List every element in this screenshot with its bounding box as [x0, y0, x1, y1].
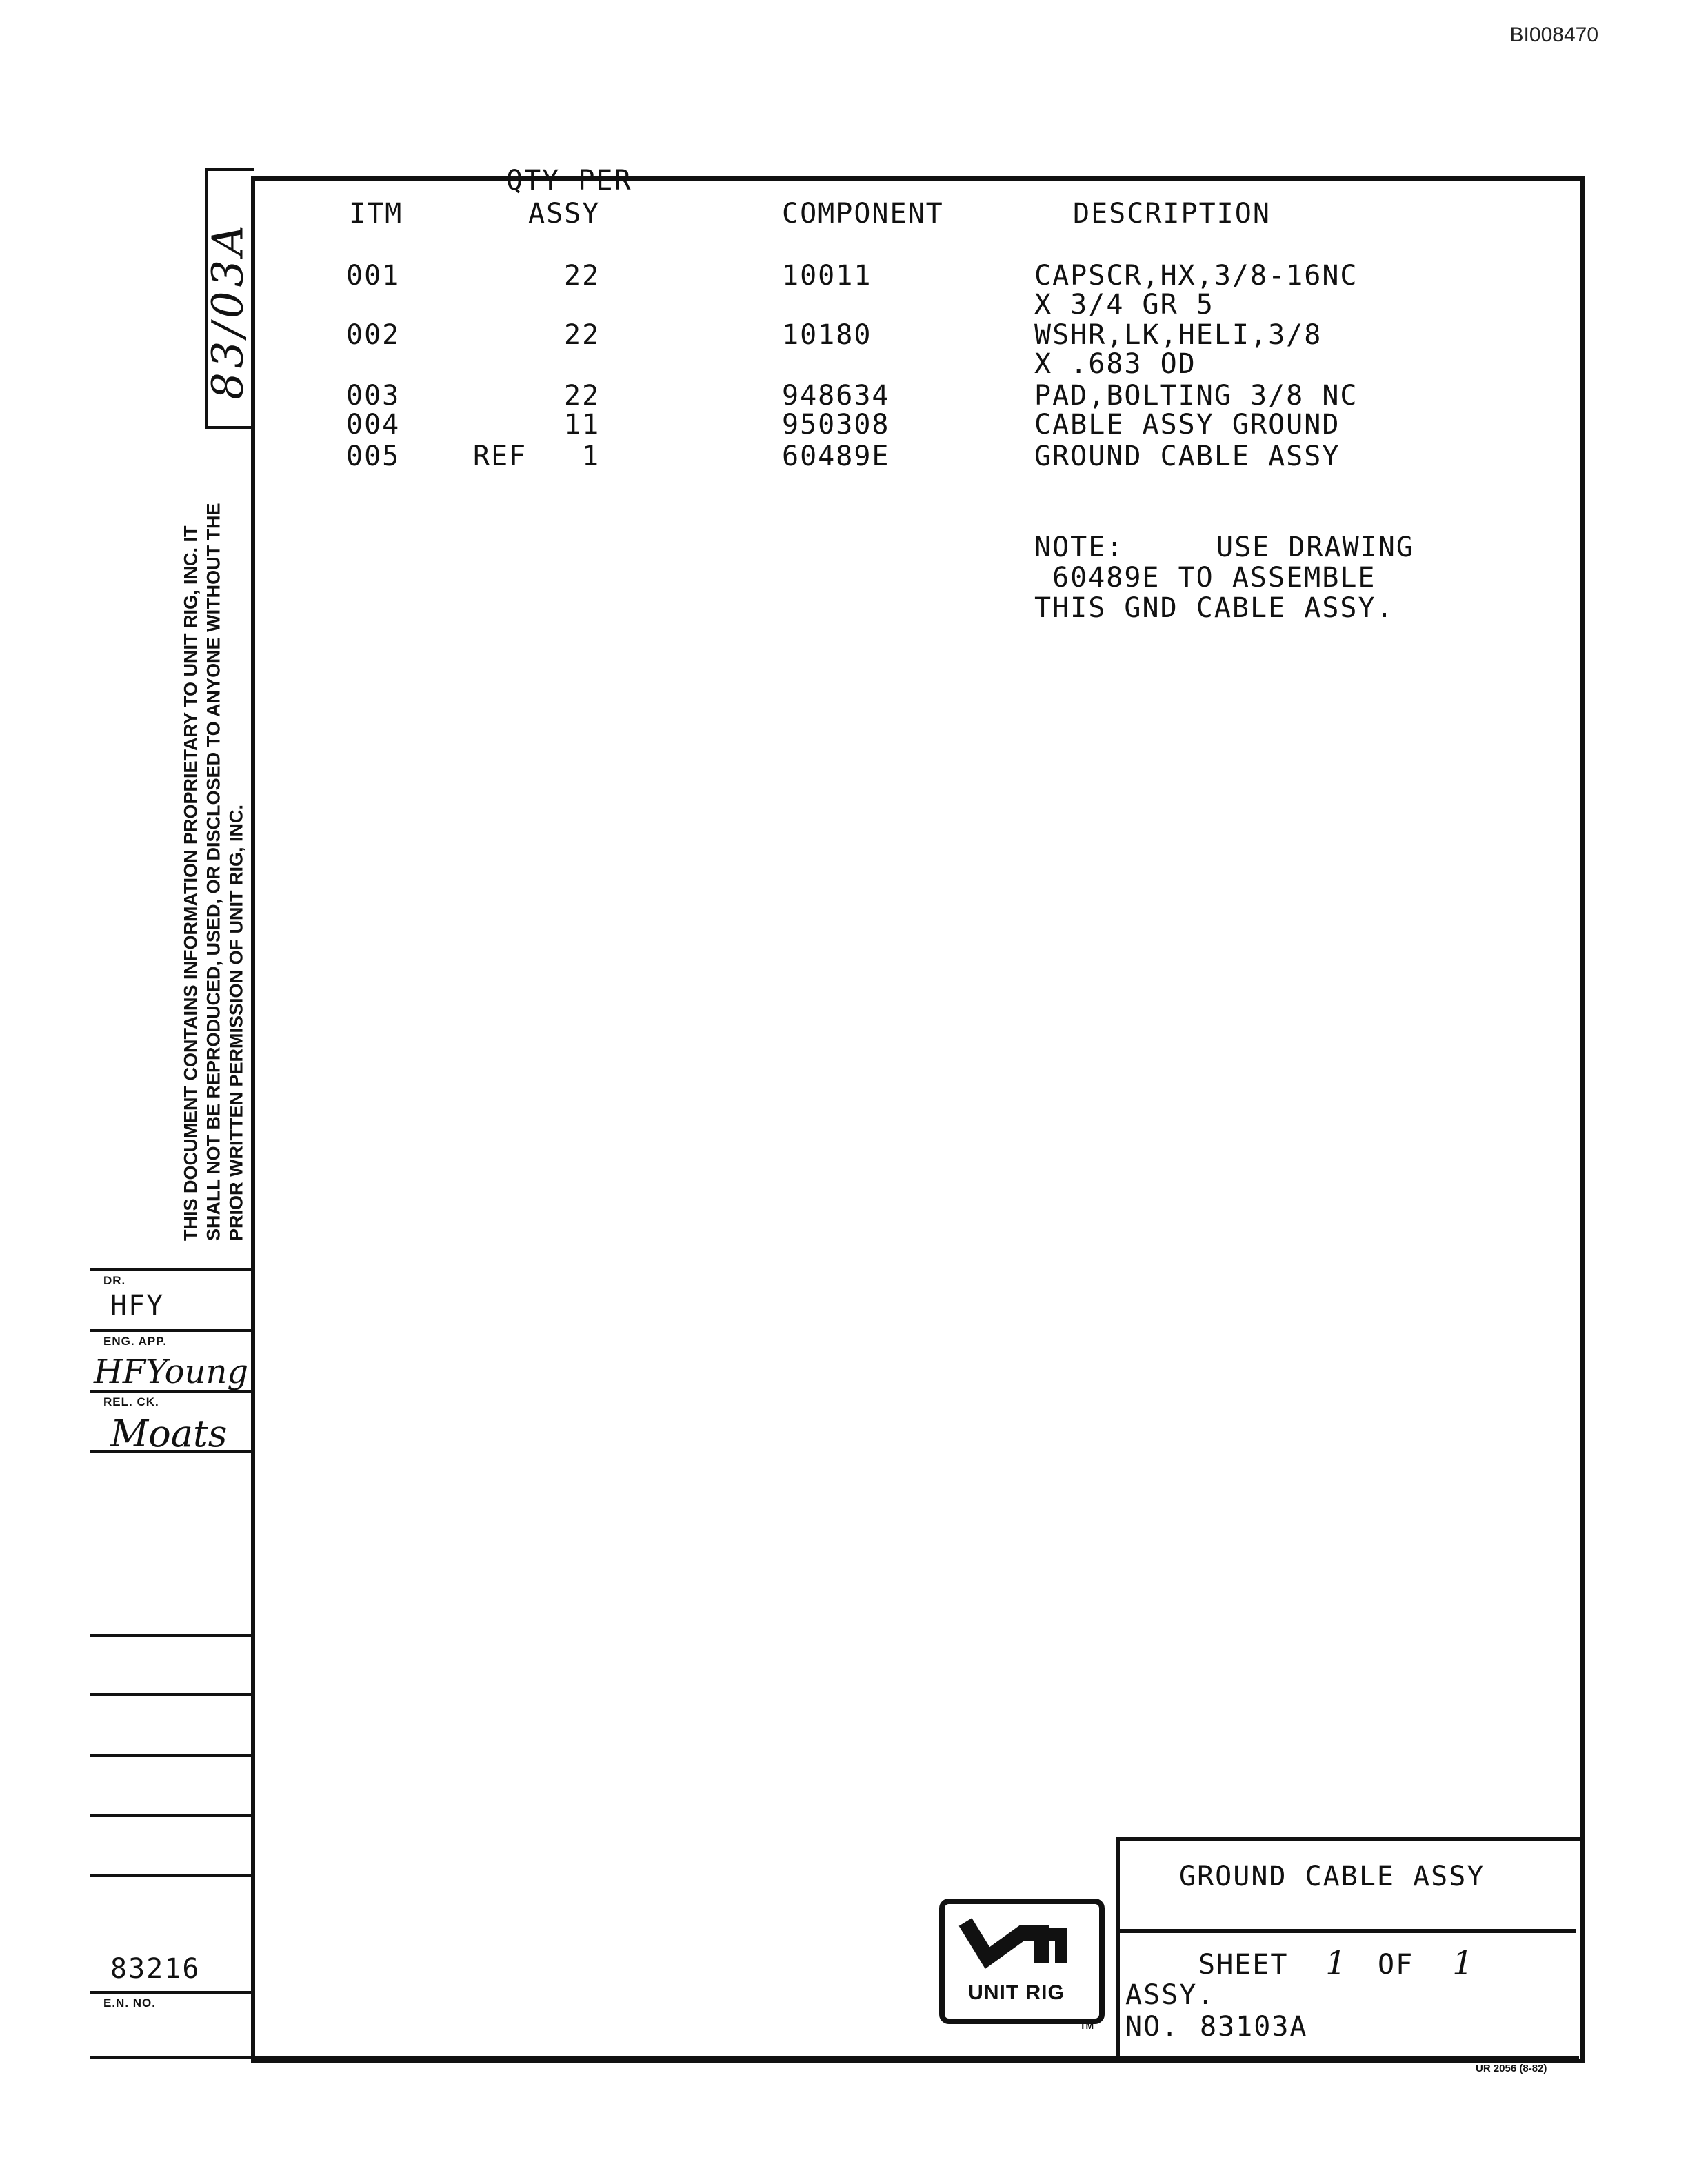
- unit-rig-emblem-icon: [945, 1908, 1088, 1984]
- row-1-itm: 001: [346, 260, 401, 292]
- row-1-desc-2: X 3/4 GR 5: [1034, 289, 1214, 321]
- sidebar-divider: [90, 1693, 251, 1696]
- note-line-2: 60489E TO ASSEMBLE: [1052, 562, 1376, 594]
- unit-rig-logo: [939, 1899, 1105, 2024]
- sidebar-divider: [90, 1329, 251, 1332]
- note-line-3: THIS GND CABLE ASSY.: [1034, 592, 1394, 624]
- sheet-total: 1: [1452, 1944, 1474, 1983]
- drawing-number-vertical: 83/03A: [202, 221, 253, 400]
- dr-value: HFY: [110, 1290, 165, 1322]
- title-block-divider: [1116, 1929, 1576, 1933]
- drawing-frame: [251, 176, 1585, 2063]
- note-line-1: USE DRAWING: [1216, 532, 1414, 563]
- drawing-title: GROUND CABLE ASSY: [1179, 1861, 1485, 1892]
- row-5-ref: REF: [473, 441, 528, 472]
- row-1-qty: 22: [564, 260, 601, 292]
- trademark-mark: TM: [1080, 2020, 1094, 2031]
- row-4-component: 950308: [782, 409, 890, 441]
- notice-line-3: PRIOR WRITTEN PERMISSION OF UNIT RIG, INC.: [225, 804, 247, 1241]
- row-2-itm: 002: [346, 319, 401, 351]
- row-5-desc: GROUND CABLE ASSY: [1034, 441, 1340, 472]
- sheet-number: 1: [1325, 1944, 1347, 1983]
- row-5-qty: 1: [582, 441, 601, 472]
- sidebar-divider: [90, 1754, 251, 1757]
- rel-ck-label: REL. CK.: [103, 1395, 159, 1408]
- header-description: DESCRIPTION: [1073, 198, 1271, 230]
- row-3-qty: 22: [564, 380, 601, 412]
- row-3-itm: 003: [346, 380, 401, 412]
- header-qty-per: QTY PER: [506, 165, 632, 196]
- row-2-qty: 22: [564, 319, 601, 351]
- assy-number: 83103A: [1200, 2011, 1308, 2043]
- sidebar-divider: [90, 1991, 251, 1994]
- en-label: E.N. NO.: [103, 1996, 157, 2010]
- header-component: COMPONENT: [782, 198, 944, 230]
- row-1-desc: CAPSCR,HX,3/8-16NC: [1034, 260, 1358, 292]
- row-5-component: 60489E: [782, 441, 890, 472]
- row-4-desc: CABLE ASSY GROUND: [1034, 409, 1340, 441]
- eng-app-signature: HFYoung: [94, 1353, 249, 1391]
- dr-label: DR.: [103, 1274, 126, 1287]
- row-3-desc: PAD,BOLTING 3/8 NC: [1034, 380, 1358, 412]
- eng-app-label: ENG. APP.: [103, 1335, 168, 1348]
- sheet-label: SHEET: [1198, 1949, 1289, 1981]
- rel-ck-signature: Moats: [110, 1412, 228, 1455]
- sidebar-divider: [90, 1814, 251, 1817]
- sidebar-divider: [90, 1874, 251, 1877]
- proprietary-notice: [176, 448, 252, 1241]
- logo-text: UNIT RIG: [968, 1981, 1065, 2004]
- row-2-desc-2: X .683 OD: [1034, 348, 1196, 380]
- row-4-qty: 11: [564, 409, 601, 441]
- row-4-itm: 004: [346, 409, 401, 441]
- sidebar-divider: [90, 1268, 251, 1271]
- notice-line-1: THIS DOCUMENT CONTAINS INFORMATION PROPRIETARY TO UNIT RIG, INC. IT: [180, 525, 201, 1241]
- of-label: OF: [1378, 1949, 1414, 1981]
- row-5-itm: 005: [346, 441, 401, 472]
- en-number: 83216: [110, 1953, 201, 1985]
- document-id: BI008470: [1509, 23, 1598, 46]
- form-number: UR 2056 (8-82): [1476, 2063, 1547, 2074]
- row-3-component: 948634: [782, 380, 890, 412]
- row-1-component: 10011: [782, 260, 872, 292]
- assy-label: ASSY.: [1125, 1979, 1216, 2011]
- assy-no-label: NO.: [1125, 2011, 1180, 2043]
- row-2-component: 10180: [782, 319, 872, 351]
- notice-line-2: SHALL NOT BE REPRODUCED, USED, OR DISCLOSED TO ANYONE WITHOUT THE: [203, 503, 224, 1241]
- sidebar-divider: [90, 1634, 251, 1637]
- row-2-desc: WSHR,LK,HELI,3/8: [1034, 319, 1323, 351]
- header-itm: ITM: [349, 198, 403, 230]
- note-label: NOTE:: [1034, 532, 1125, 563]
- header-assy: ASSY: [528, 198, 601, 230]
